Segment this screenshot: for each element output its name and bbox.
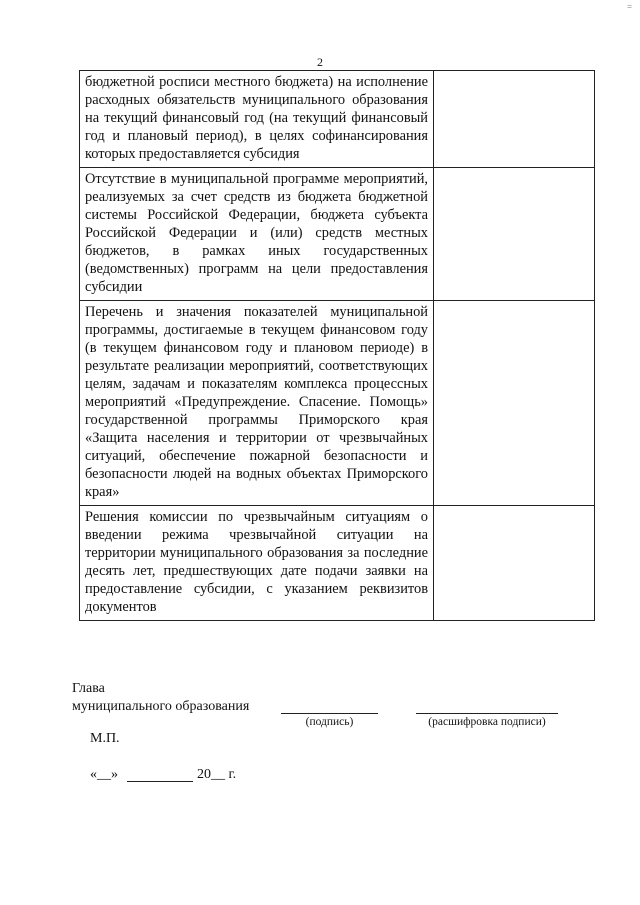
date-day-field: «__» bbox=[90, 767, 118, 782]
table-row bbox=[80, 301, 595, 506]
criteria-table bbox=[79, 70, 595, 621]
date-month-line[interactable] bbox=[127, 781, 193, 782]
name-decoding-caption: (расшифровка подписи) bbox=[428, 716, 546, 728]
table-row bbox=[80, 71, 595, 168]
table-row bbox=[80, 506, 595, 621]
value-cell[interactable] bbox=[434, 168, 595, 301]
stamp-place-label: М.П. bbox=[90, 731, 120, 746]
criterion-cell: Перечень и значения показателей муниципальной программы, достигаемые в текущем финансовом году (в текущем финансовом году и плановом периоде) в результате реализации мероприятий, соответствующих целям, задачам и показателям комплекса процессных мероприятий «Предупреждение. Спасение. Помощь» государственной программы Приморского края «Защита населения и территории от чрезвычайных ситуаций, обеспечение пожарной безопасности и безопасности людей на водных объектах Приморского края» bbox=[80, 301, 434, 506]
table-row bbox=[80, 168, 595, 301]
page-number: 2 bbox=[317, 55, 323, 69]
value-cell[interactable] bbox=[434, 506, 595, 621]
corner-mark: = bbox=[627, 2, 633, 12]
value-cell[interactable] bbox=[434, 301, 595, 506]
criterion-cell: бюджетной росписи местного бюджета) на исполнение расходных обязательств муниципального образования на текущий финансовый год (на текущий финансовый год и плановый период), в целях софинансирования которых предоставляется субсидия bbox=[80, 71, 434, 168]
signature-line[interactable] bbox=[281, 713, 378, 714]
criterion-cell: Отсутствие в муниципальной программе мероприятий, реализуемых за счет средств из бюджета бюджетной системы Российской Федерации, бюджета субъекта Российской Федерации и (или) средств местных бюджетов, в рамках иных государственных (ведомственных) программ на цели предоставления субсидии bbox=[80, 168, 434, 301]
name-decoding-line[interactable] bbox=[416, 713, 558, 714]
signer-title: Глава bbox=[72, 681, 105, 696]
signer-organization: муниципального образования bbox=[72, 699, 250, 714]
criterion-cell: Решения комиссии по чрезвычайным ситуациям о введении режима чрезвычайной ситуации на территории муниципального образования за последние десять лет, предшествующих дате подачи заявки на предоставление субсидии, с указанием реквизитов документов bbox=[80, 506, 434, 621]
signature-caption: (подпись) bbox=[305, 716, 354, 728]
date-year-field: 20__ г. bbox=[197, 767, 237, 782]
value-cell[interactable] bbox=[434, 71, 595, 168]
